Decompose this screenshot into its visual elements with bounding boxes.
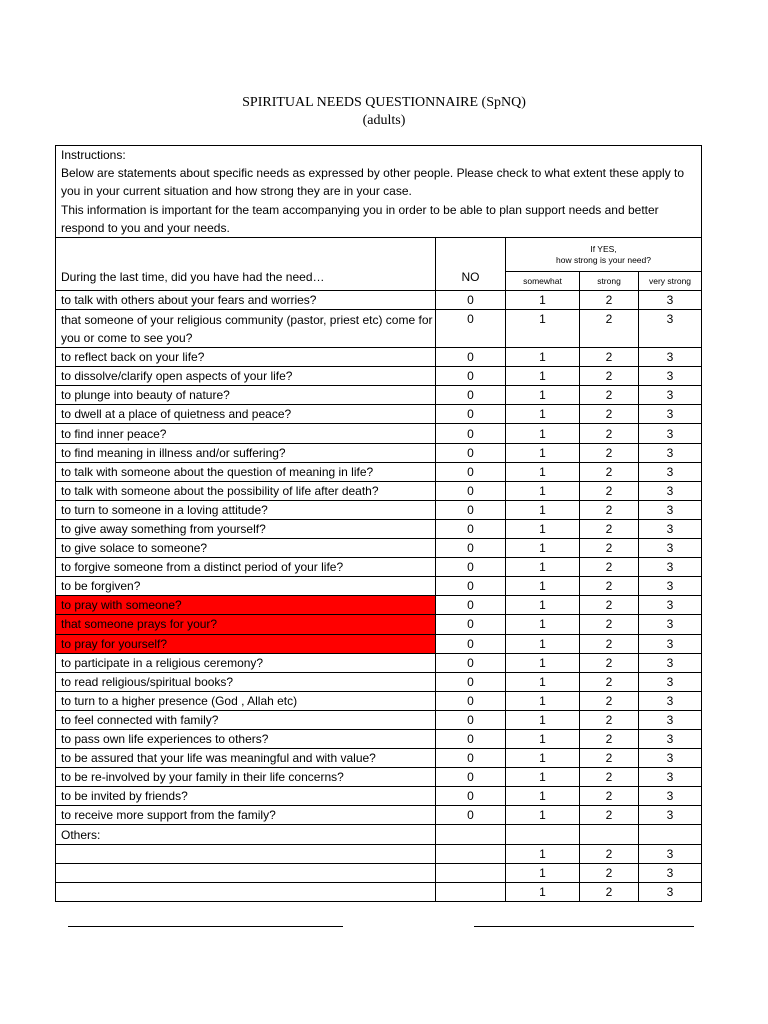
answer-somewhat[interactable]: 1 xyxy=(506,882,580,901)
question-row xyxy=(56,653,702,672)
answer-very-strong[interactable]: 3 xyxy=(639,291,702,310)
question-row xyxy=(56,424,702,443)
empty-cell xyxy=(506,825,580,844)
answer-very-strong[interactable]: 3 xyxy=(639,424,702,443)
question-row xyxy=(56,749,702,768)
answer-very-strong[interactable]: 3 xyxy=(639,519,702,538)
answer-somewhat[interactable]: 1 xyxy=(506,481,580,500)
question-row xyxy=(56,291,702,310)
answer-very-strong[interactable]: 3 xyxy=(639,768,702,787)
question-text: to be re-involved by your family in their life concerns? xyxy=(56,768,436,787)
question-text: to receive more support from the family? xyxy=(56,806,436,825)
header-how-strong-label: how strong is your need? xyxy=(556,254,651,265)
answer-strong[interactable]: 2 xyxy=(580,844,639,863)
answer-strong[interactable]: 2 xyxy=(580,386,639,405)
question-text: to give away something from yourself? xyxy=(56,519,436,538)
answer-very-strong[interactable]: 3 xyxy=(639,882,702,901)
question-text: that someone prays for your? xyxy=(56,615,436,634)
question-row xyxy=(56,596,702,615)
answer-very-strong[interactable]: 3 xyxy=(639,634,702,653)
question-text: to reflect back on your life? xyxy=(56,348,436,367)
header-if-yes xyxy=(506,238,702,272)
answer-somewhat[interactable]: 1 xyxy=(506,519,580,538)
other-need-input[interactable] xyxy=(56,844,436,863)
others-label: Others: xyxy=(56,825,436,844)
answer-somewhat[interactable]: 1 xyxy=(506,672,580,691)
title-line-1: SPIRITUAL NEEDS QUESTIONNAIRE (SpNQ) xyxy=(242,95,526,110)
answer-very-strong[interactable]: 3 xyxy=(639,348,702,367)
question-text: to participate in a religious ceremony? xyxy=(56,653,436,672)
answer-somewhat[interactable]: 1 xyxy=(506,863,580,882)
answer-strong[interactable]: 2 xyxy=(580,787,639,806)
answer-strong[interactable]: 2 xyxy=(580,863,639,882)
answer-no[interactable]: 0 xyxy=(436,310,506,348)
answer-strong[interactable]: 2 xyxy=(580,367,639,386)
questionnaire-title xyxy=(0,94,768,130)
question-row xyxy=(56,310,702,348)
answer-very-strong[interactable]: 3 xyxy=(639,539,702,558)
question-text: to read religious/spiritual books? xyxy=(56,672,436,691)
answer-somewhat[interactable]: 1 xyxy=(506,539,580,558)
answer-no[interactable]: 0 xyxy=(436,768,506,787)
question-row xyxy=(56,443,702,462)
answer-very-strong[interactable]: 3 xyxy=(639,749,702,768)
answer-strong[interactable]: 2 xyxy=(580,348,639,367)
answer-somewhat[interactable]: 1 xyxy=(506,615,580,634)
answer-somewhat[interactable]: 1 xyxy=(506,462,580,481)
answer-no[interactable]: 0 xyxy=(436,405,506,424)
answer-somewhat[interactable]: 1 xyxy=(506,806,580,825)
answer-strong[interactable]: 2 xyxy=(580,291,639,310)
questionnaire-table xyxy=(55,145,702,902)
answer-no[interactable]: 0 xyxy=(436,749,506,768)
question-row xyxy=(56,787,702,806)
answer-strong[interactable]: 2 xyxy=(580,749,639,768)
signature-line-right[interactable] xyxy=(474,914,694,927)
answer-very-strong[interactable]: 3 xyxy=(639,577,702,596)
instructions-cell xyxy=(56,146,702,238)
empty-cell xyxy=(580,825,639,844)
answer-no[interactable]: 0 xyxy=(436,729,506,748)
answer-strong[interactable]: 2 xyxy=(580,405,639,424)
question-row xyxy=(56,386,702,405)
answer-very-strong[interactable]: 3 xyxy=(639,443,702,462)
question-row xyxy=(56,558,702,577)
answer-no[interactable]: 0 xyxy=(436,424,506,443)
question-row xyxy=(56,539,702,558)
instructions-row xyxy=(56,146,702,238)
answer-no[interactable]: 0 xyxy=(436,558,506,577)
question-text: to turn to someone in a loving attitude? xyxy=(56,500,436,519)
answer-strong[interactable]: 2 xyxy=(580,806,639,825)
answer-somewhat[interactable]: 1 xyxy=(506,348,580,367)
answer-very-strong[interactable]: 3 xyxy=(639,596,702,615)
answer-very-strong[interactable]: 3 xyxy=(639,863,702,882)
question-row xyxy=(56,710,702,729)
question-text: to be assured that your life was meaningful and with value? xyxy=(56,749,436,768)
signature-line-left[interactable] xyxy=(68,914,343,927)
answer-strong[interactable]: 2 xyxy=(580,596,639,615)
answer-no[interactable]: 0 xyxy=(436,596,506,615)
answer-strong[interactable]: 2 xyxy=(580,672,639,691)
question-row xyxy=(56,634,702,653)
answer-no[interactable]: 0 xyxy=(436,348,506,367)
answer-somewhat[interactable]: 1 xyxy=(506,367,580,386)
answer-very-strong[interactable]: 3 xyxy=(639,462,702,481)
header-very-strong: very strong xyxy=(639,272,702,291)
answer-strong[interactable]: 2 xyxy=(580,882,639,901)
answer-very-strong[interactable]: 3 xyxy=(639,844,702,863)
answer-very-strong[interactable]: 3 xyxy=(639,558,702,577)
answer-strong[interactable]: 2 xyxy=(580,500,639,519)
answer-no[interactable]: 0 xyxy=(436,806,506,825)
question-row xyxy=(56,481,702,500)
empty-cell xyxy=(639,825,702,844)
question-row xyxy=(56,519,702,538)
answer-no[interactable] xyxy=(436,844,506,863)
question-row xyxy=(56,405,702,424)
header-somewhat: somewhat xyxy=(506,272,580,291)
header-question: During the last time, did you have had the need… xyxy=(56,238,436,291)
answer-no[interactable]: 0 xyxy=(436,367,506,386)
answer-very-strong[interactable]: 3 xyxy=(639,787,702,806)
question-text: to talk with someone about the possibility of life after death? xyxy=(56,481,436,500)
question-text: to pray for yourself? xyxy=(56,634,436,653)
answer-somewhat[interactable]: 1 xyxy=(506,653,580,672)
answer-strong[interactable]: 2 xyxy=(580,424,639,443)
answer-strong[interactable]: 2 xyxy=(580,519,639,538)
header-if-yes-label: If YES, xyxy=(590,243,617,254)
answer-no[interactable]: 0 xyxy=(436,481,506,500)
empty-cell xyxy=(436,825,506,844)
answer-strong[interactable]: 2 xyxy=(580,577,639,596)
answer-very-strong[interactable]: 3 xyxy=(639,806,702,825)
answer-somewhat[interactable]: 1 xyxy=(506,310,580,348)
question-row xyxy=(56,348,702,367)
answer-somewhat[interactable]: 1 xyxy=(506,291,580,310)
answer-no[interactable]: 0 xyxy=(436,710,506,729)
other-need-row xyxy=(56,882,702,901)
answer-somewhat[interactable]: 1 xyxy=(506,596,580,615)
answer-very-strong[interactable]: 3 xyxy=(639,405,702,424)
answer-very-strong[interactable]: 3 xyxy=(639,386,702,405)
answer-no[interactable]: 0 xyxy=(436,386,506,405)
answer-somewhat[interactable]: 1 xyxy=(506,768,580,787)
answer-no[interactable]: 0 xyxy=(436,787,506,806)
answer-strong[interactable]: 2 xyxy=(580,539,639,558)
question-text: to find inner peace? xyxy=(56,424,436,443)
answer-strong[interactable]: 2 xyxy=(580,634,639,653)
answer-very-strong[interactable]: 3 xyxy=(639,710,702,729)
question-text: to be forgiven? xyxy=(56,577,436,596)
answer-strong[interactable]: 2 xyxy=(580,710,639,729)
answer-no[interactable]: 0 xyxy=(436,672,506,691)
answer-very-strong[interactable]: 3 xyxy=(639,310,702,348)
question-text: to talk with someone about the question of meaning in life? xyxy=(56,462,436,481)
answer-very-strong[interactable]: 3 xyxy=(639,729,702,748)
answer-no[interactable]: 0 xyxy=(436,519,506,538)
answer-very-strong[interactable]: 3 xyxy=(639,672,702,691)
other-need-row xyxy=(56,844,702,863)
question-text: to be invited by friends? xyxy=(56,787,436,806)
question-text: to plunge into beauty of nature? xyxy=(56,386,436,405)
answer-somewhat[interactable]: 1 xyxy=(506,749,580,768)
answer-very-strong[interactable]: 3 xyxy=(639,615,702,634)
answer-strong[interactable]: 2 xyxy=(580,443,639,462)
header-strong: strong xyxy=(580,272,639,291)
answer-no[interactable]: 0 xyxy=(436,443,506,462)
question-text: to dwell at a place of quietness and peace? xyxy=(56,405,436,424)
question-text: to talk with others about your fears and worries? xyxy=(56,291,436,310)
answer-very-strong[interactable]: 3 xyxy=(639,653,702,672)
question-text: to turn to a higher presence (God , Allah etc) xyxy=(56,691,436,710)
answer-somewhat[interactable]: 1 xyxy=(506,405,580,424)
answer-strong[interactable]: 2 xyxy=(580,729,639,748)
answer-somewhat[interactable]: 1 xyxy=(506,710,580,729)
instructions-paragraph-1: Below are statements about specific needs as expressed by other people. Please check to what extent these apply to you in your current situation and how strong they are in your case. xyxy=(61,166,685,199)
answer-no[interactable] xyxy=(436,882,506,901)
answer-strong[interactable]: 2 xyxy=(580,481,639,500)
question-row xyxy=(56,615,702,634)
answer-no[interactable]: 0 xyxy=(436,500,506,519)
answer-strong[interactable]: 2 xyxy=(580,310,639,348)
question-row xyxy=(56,577,702,596)
question-text: to dissolve/clarify open aspects of your life? xyxy=(56,367,436,386)
others-row xyxy=(56,825,702,844)
question-text: that someone of your religious community (pastor, priest etc) come for you or come to see you? xyxy=(56,310,436,348)
question-text: to pass own life experiences to others? xyxy=(56,729,436,748)
question-row xyxy=(56,691,702,710)
question-text: to pray with someone? xyxy=(56,596,436,615)
answer-somewhat[interactable]: 1 xyxy=(506,729,580,748)
answer-no[interactable] xyxy=(436,863,506,882)
question-text: to forgive someone from a distinct period of your life? xyxy=(56,558,436,577)
title-line-2: (adults) xyxy=(362,113,406,128)
answer-somewhat[interactable]: 1 xyxy=(506,691,580,710)
question-row xyxy=(56,672,702,691)
header-row-1 xyxy=(56,238,702,272)
other-need-row xyxy=(56,863,702,882)
other-need-input[interactable] xyxy=(56,863,436,882)
answer-no[interactable]: 0 xyxy=(436,653,506,672)
answer-somewhat[interactable]: 1 xyxy=(506,634,580,653)
question-row xyxy=(56,768,702,787)
answer-no[interactable]: 0 xyxy=(436,615,506,634)
question-row xyxy=(56,806,702,825)
answer-strong[interactable]: 2 xyxy=(580,653,639,672)
answer-somewhat[interactable]: 1 xyxy=(506,558,580,577)
answer-very-strong[interactable]: 3 xyxy=(639,367,702,386)
answer-somewhat[interactable]: 1 xyxy=(506,443,580,462)
instructions-heading: Instructions: xyxy=(61,148,126,162)
question-row xyxy=(56,462,702,481)
question-text: to feel connected with family? xyxy=(56,710,436,729)
answer-somewhat[interactable]: 1 xyxy=(506,386,580,405)
question-text: to find meaning in illness and/or suffering? xyxy=(56,443,436,462)
answer-somewhat[interactable]: 1 xyxy=(506,787,580,806)
answer-no[interactable]: 0 xyxy=(436,291,506,310)
answer-somewhat[interactable]: 1 xyxy=(506,500,580,519)
question-row xyxy=(56,367,702,386)
answer-very-strong[interactable]: 3 xyxy=(639,481,702,500)
question-row xyxy=(56,729,702,748)
instructions-paragraph-2: This information is important for the team accompanying you in order to be able to plan support needs and better respond to you and your needs. xyxy=(61,202,659,235)
answer-no[interactable]: 0 xyxy=(436,577,506,596)
answer-somewhat[interactable]: 1 xyxy=(506,424,580,443)
answer-somewhat[interactable]: 1 xyxy=(506,844,580,863)
answer-no[interactable]: 0 xyxy=(436,691,506,710)
answer-no[interactable]: 0 xyxy=(436,634,506,653)
answer-strong[interactable]: 2 xyxy=(580,462,639,481)
header-no: NO xyxy=(436,238,506,291)
answer-somewhat[interactable]: 1 xyxy=(506,577,580,596)
other-need-input[interactable] xyxy=(56,882,436,901)
answer-no[interactable]: 0 xyxy=(436,539,506,558)
answer-very-strong[interactable]: 3 xyxy=(639,500,702,519)
question-row xyxy=(56,500,702,519)
answer-no[interactable]: 0 xyxy=(436,462,506,481)
question-text: to give solace to someone? xyxy=(56,539,436,558)
answer-very-strong[interactable]: 3 xyxy=(639,691,702,710)
answer-strong[interactable]: 2 xyxy=(580,615,639,634)
answer-strong[interactable]: 2 xyxy=(580,691,639,710)
answer-strong[interactable]: 2 xyxy=(580,558,639,577)
answer-strong[interactable]: 2 xyxy=(580,768,639,787)
